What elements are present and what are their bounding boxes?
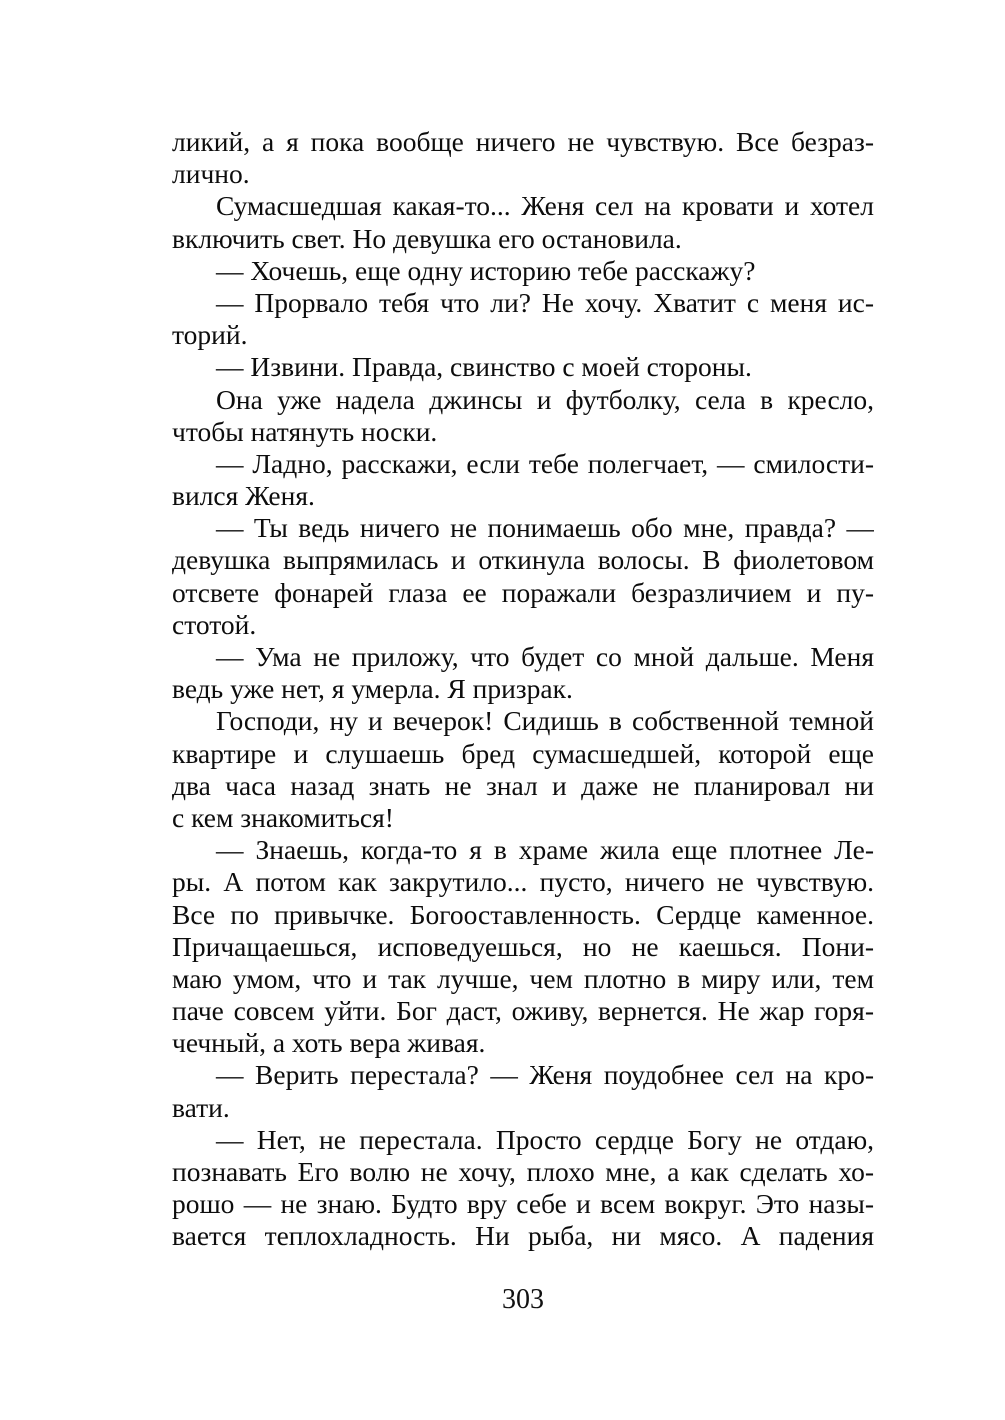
text-block [172,126,874,1253]
text-line: — Нет, не перестала. Просто сердце Богу не отдаю, [216,1123,874,1155]
text-line: — Ты ведь ничего не понимаешь обо мне, правда? — [216,512,874,544]
text-line: торий. [172,319,248,351]
text-line: два часа назад знать не знал и даже не планировал ни [172,769,874,801]
text-line: вати. [172,1091,230,1123]
text-line: — Извини. Правда, свинство с моей стороны. [216,351,752,383]
text-line: Все по привычке. Богооставленность. Сердце каменное. [172,898,874,930]
text-line: паче совсем уйти. Бог даст, оживу, вернется. Не жар горя- [172,995,874,1027]
text-line: ры. А потом как закрутило... пусто, ничего не чувствую. [172,866,874,898]
text-line: чтобы натянуть носки. [172,415,438,447]
text-line: стотой. [172,608,257,640]
text-line: квартире и слушаешь бред сумасшедшей, которой еще [172,737,874,769]
text-line: с кем знакомиться! [172,801,394,833]
text-line: ликий, а я пока вообще ничего не чувствую. Все безраз- [172,126,874,157]
text-line: — Хочешь, еще одну историю тебе расскажу? [216,254,756,286]
text-line: — Ладно, расскажи, если тебе полегчает, — смилости- [216,447,874,479]
text-line: маю умом, что и так лучше, чем плотно в миру или, тем [172,962,874,994]
text-line: Она уже надела джинсы и футболку, села в кресло, [216,383,874,415]
page-number: 303 [502,1284,544,1315]
text-line: рошо — не знаю. Будто вру себе и всем вокруг. Это назы- [172,1188,874,1220]
text-line: Господи, ну и вечерок! Сидишь в собственной темной [216,705,874,737]
text-line: — Знаешь, когда-то я в храме жила еще плотнее Ле- [216,834,874,866]
text-line: Сумасшедшая какая-то... Женя сел на кровати и хотел [216,190,874,222]
text-line: вился Женя. [172,480,315,512]
text-line: — Ума не приложу, что будет со мной дальше. Меня [216,641,874,672]
text-line: чечный, а хоть вера живая. [172,1027,486,1059]
text-line: ведь уже нет, я умерла. Я призрак. [172,673,573,705]
text-line: девушка выпрямилась и откинула волосы. В фиолетовом [172,544,874,576]
text-line: — Прорвало тебя что ли? Не хочу. Хватит с меня ис- [216,286,874,318]
text-line: познавать Его волю не хочу, плохо мне, а как сделать хо- [172,1156,874,1187]
text-line: — Верить перестала? — Женя поудобнее сел на кро- [216,1059,874,1091]
text-line: вается теплохладность. Ни рыба, ни мясо. А падения [172,1220,874,1252]
text-line: отсвете фонарей глаза ее поражали безразличием и пу- [172,576,874,608]
text-line: лично. [172,158,250,190]
text-line: включить свет. Но девушка его остановила. [172,222,682,254]
text-line: Причащаешься, исповедуешься, но не каешься. Пони- [172,930,874,962]
